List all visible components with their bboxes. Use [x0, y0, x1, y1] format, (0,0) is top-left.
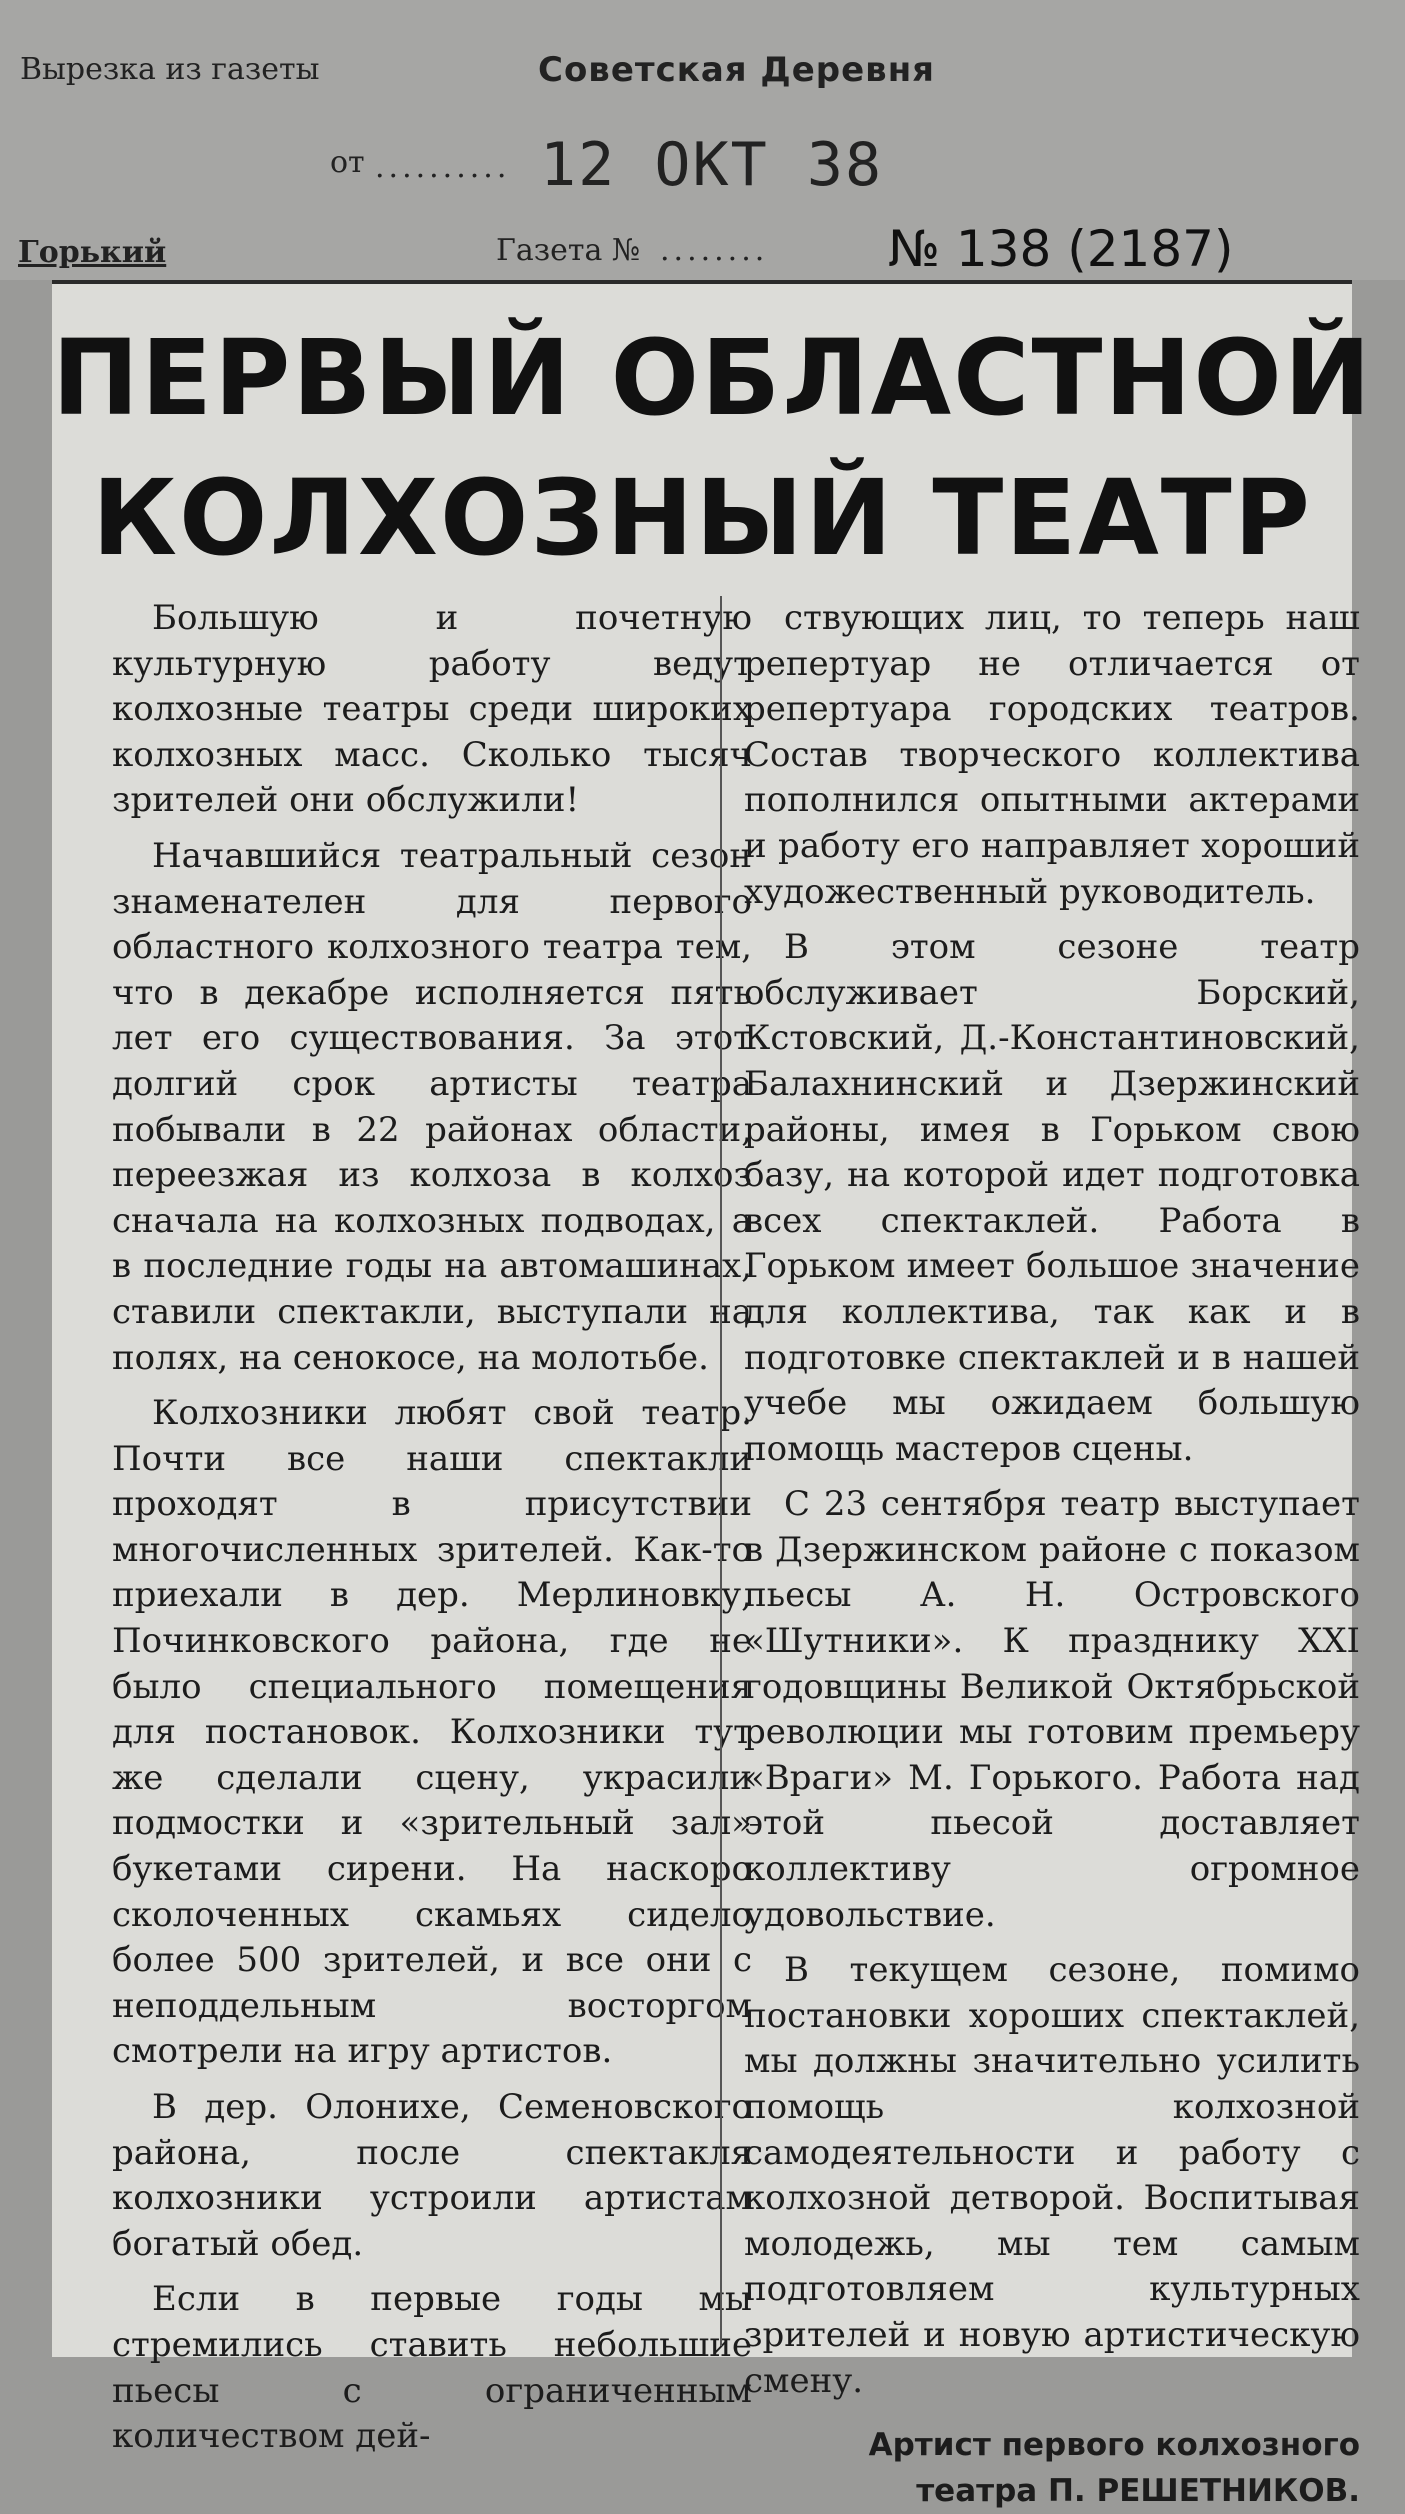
paragraph: С 23 сентября театр выступает в Дзержинском районе с показом пьесы А. Н. Островского «Шутники». К празднику XXI годовщины Великой Октябрьской революции мы готовим премьеру «Враги» М. Горького. Работа над этой пьесой доставляет коллективу огромное удовольствие. — [744, 1484, 1360, 1935]
issue-dots: ........ — [660, 233, 769, 268]
newspaper-clipping — [52, 280, 1373, 2510]
city-label: Горький — [18, 235, 167, 270]
article-column-left — [112, 596, 752, 2457]
paragraph: Начавшийся театральный сезон знаменателен для первого областного колхозного театра тем, что в декабре исполняется пять лет его существования. За этот долгий срок артисты театра побывали в 22 районах области, переезжая из колхоза в колхоз сначала на колхозных подводах, а в последние годы на автомашинах, ставили спектакли, выступали на полях, на сенокосе, на молотьбе. — [112, 835, 752, 1378]
paragraph: Колхозники любят свой театр. Почти все наши спектакли проходят в присутствии многочисленных зрителей. Как-то приехали в дер. Мерлиновку, Починковского района, где не было специального помещения для постановок. Колхозники тут же сделали сцену, украсили подмостки и «зрительный зал» букетами сирени. На наскоро сколоченных скамьях сидело более 500 зрителей, и все они с неподдельным восторгом смотрели на игру артистов. — [112, 1393, 752, 2072]
headline-line-2: КОЛХОЗНЫЙ ТЕАТР — [92, 457, 1312, 579]
date-stamp: 12 ОКТ 38 — [540, 130, 884, 200]
clipping-label: Вырезка из газеты — [20, 52, 320, 87]
paragraph: В дер. Олонихе, Семеновского района, после спектакля колхозники устроили артистам богатый обед. — [112, 2087, 752, 2264]
issue-number: № 138 (2187) — [888, 220, 1234, 278]
headline-line-1: ПЕРВЫЙ ОБЛАСТНОЙ — [52, 317, 1373, 439]
paragraph: Большую и почетную культурную работу ведут колхозные театры среди широких колхозных масс. Сколько тысяч зрителей они обслужили! — [112, 598, 752, 821]
paragraph: В текущем сезоне, помимо постановки хороших спектаклей, мы должны значительно усилить помощь колхозной самодеятельности и работу с колхозной детворой. Воспитывая молодежь, мы тем самым подготовляем культурных зрителей и новую артистическую смену. — [744, 1950, 1360, 2401]
newspaper-name: Советская Деревня — [538, 50, 936, 90]
paragraph: Если в первые годы мы стремились ставить небольшие пьесы с ограниченным количеством дей- — [112, 2279, 752, 2457]
issue-label: Газета № — [496, 233, 641, 268]
date-label: от — [330, 145, 365, 180]
date-dots: .......... — [375, 150, 511, 185]
author-signature — [744, 2422, 1360, 2514]
paragraph: ствующих лиц, то теперь наш репертуар не отличается от репертуара городских театров. Состав творческого коллектива пополнился опытными актерами и работу его направляет хороший художественный руководитель. — [744, 598, 1360, 912]
article-column-right — [720, 596, 1360, 2510]
signature-line-1: Артист первого колхозного — [868, 2427, 1360, 2464]
clipping-form-header — [0, 0, 1405, 280]
paragraph: В этом сезоне театр обслуживает Борский, Кстовский, Д.-Константиновский, Балахнинский и Дзержинский районы, имея в Горьком свою базу, на которой идет подготовка всех спектаклей. Работа в Горьком имеет большое значение для коллектива, так как и в подготовке спектаклей и в нашей учебе мы ожидаем большую помощь мастеров сцены. — [744, 927, 1360, 1469]
signature-line-2: театра П. РЕШЕТНИКОВ. — [916, 2473, 1360, 2510]
